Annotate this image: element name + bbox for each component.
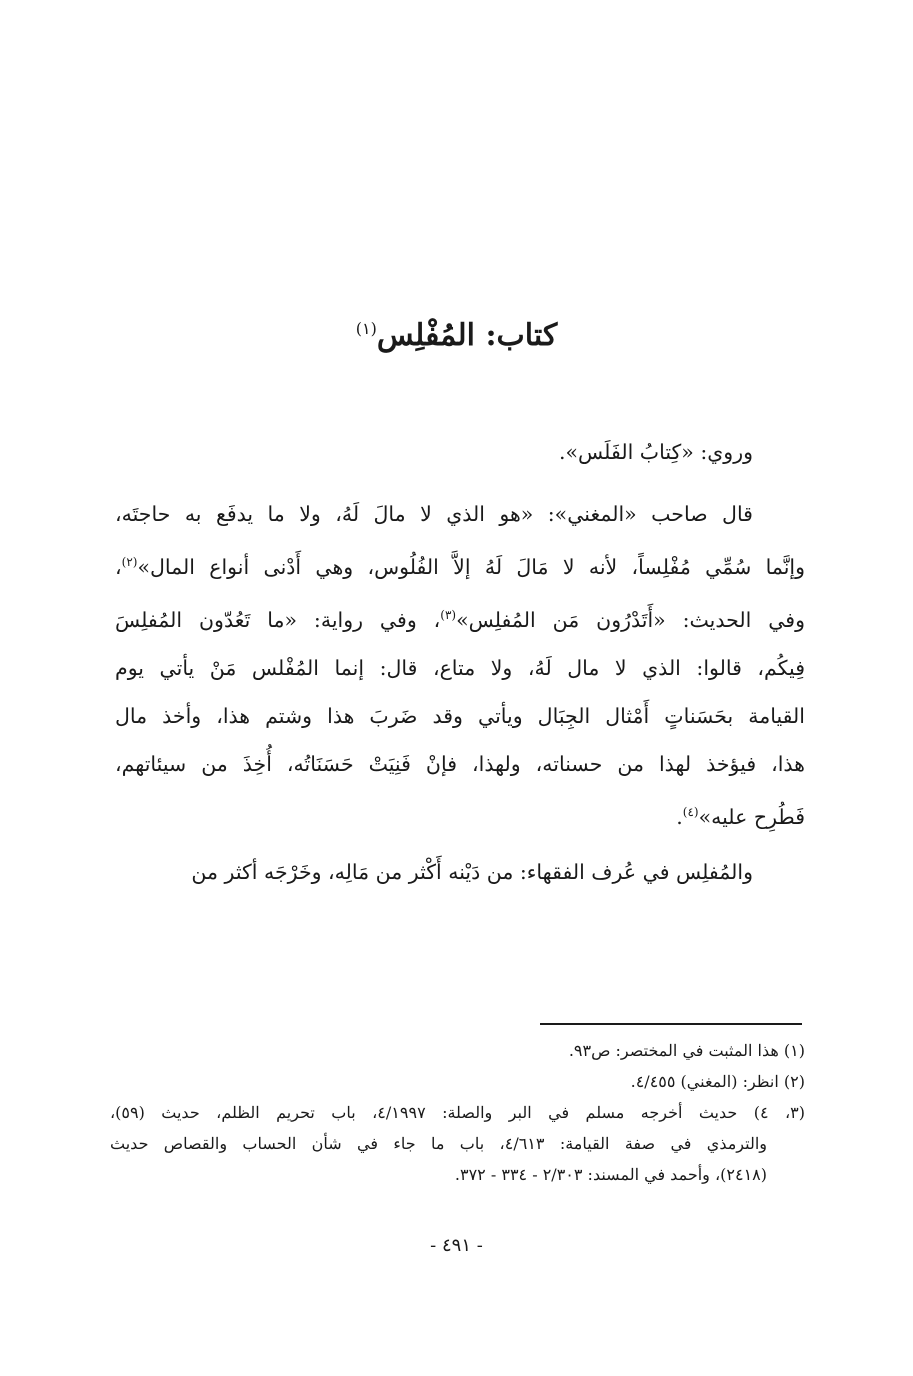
text-line-content: وفي الحديث: «أَتَدْرُون مَن المُفلِس» (456, 607, 805, 632)
text-line (115, 644, 805, 692)
paragraph (115, 490, 805, 840)
text-line (115, 591, 805, 644)
paragraph (115, 848, 805, 896)
footnote-line: (٢) انظر: (المغني) ٤/٤٥٥. (630, 1072, 805, 1091)
chapter-title-footnote-ref: (١) (355, 319, 377, 338)
footnote-line: والترمذي في صفة القيامة: ٤/٦١٣، باب ما جاء في شأن الحساب والقصاص حديث (110, 1134, 768, 1153)
chapter-title (0, 318, 913, 353)
text-line-content: وإنَّما سُمِّي مُفْلِساً، لأنه لا مَالَ لَهُ إلاَّ الفُلُوس، وهي أَدْنى أنواع المال» (137, 554, 805, 579)
text-line-tail: ، وفي رواية: «ما تَعُدّون المُفلِسَ (115, 607, 441, 632)
text-line-content: هذا، فيؤخذ لهذا من حسناته، ولهذا، فإنْ فَنِيَتْ حَسَنَاتُه، أُخِذَ من سيئاتهم، (115, 751, 805, 776)
text-line-tail: . (676, 804, 683, 829)
text-line-content: فِيكُم، قالوا: الذي لا مال لَهُ، ولا متاع، قال: إنما المُفْلس مَنْ يأتي يوم (115, 655, 805, 680)
footnote-line: (٣، ٤) حديث أخرجه مسلم في البر والصلة: ٤/١٩٩٧، باب تحريم الظلم، حديث (٥٩)، (110, 1103, 805, 1122)
text-line (115, 692, 805, 740)
footnote-line: (١) هذا المثبت في المختصر: ص٩٣. (568, 1041, 805, 1060)
chapter-title-text: كتاب: المُفْلِس (376, 318, 558, 353)
text-line-content: فَطُرِح عليه» (698, 804, 805, 829)
footnote-ref[interactable]: (٣) (440, 607, 457, 622)
text-line (115, 538, 805, 591)
text-line (115, 848, 805, 896)
text-line (115, 428, 805, 476)
text-line (115, 740, 805, 788)
paragraph (115, 428, 805, 476)
text-line (115, 788, 805, 841)
text-line-tail: ، (115, 554, 122, 579)
footnote-ref[interactable]: (٢) (121, 555, 138, 569)
text-line-content: القيامة بحَسَناتٍ أَمْثال الجِبَال ويأتي وقد ضَربَ هذا وشتم هذا، وأخذ مال (115, 703, 805, 728)
footnote-line: (٢٤١٨)، وأحمد في المسند: ٢/٣٠٣ - ٣٣٤ - ٣٧٢. (454, 1165, 767, 1184)
footnote-ref[interactable]: (٤) (682, 804, 699, 819)
footnote-separator (540, 1023, 802, 1025)
text-line (115, 490, 805, 538)
text-line-content: والمُفلِس في عُرف الفقهاء: من دَيْنه أَكْثر من مَالِه، وخَرْجَه أكثر من (191, 860, 753, 884)
footnotes-section (110, 1035, 805, 1190)
text-line-content: قال صاحب «المغني»: «هو الذي لا مالَ لَهُ، ولا ما يدفَع به حاجتَه، (115, 502, 753, 526)
text-line-content: وروي: «كِتابُ الفَلَس». (558, 440, 753, 464)
page-number: - ٤٩١ - (430, 1235, 483, 1256)
